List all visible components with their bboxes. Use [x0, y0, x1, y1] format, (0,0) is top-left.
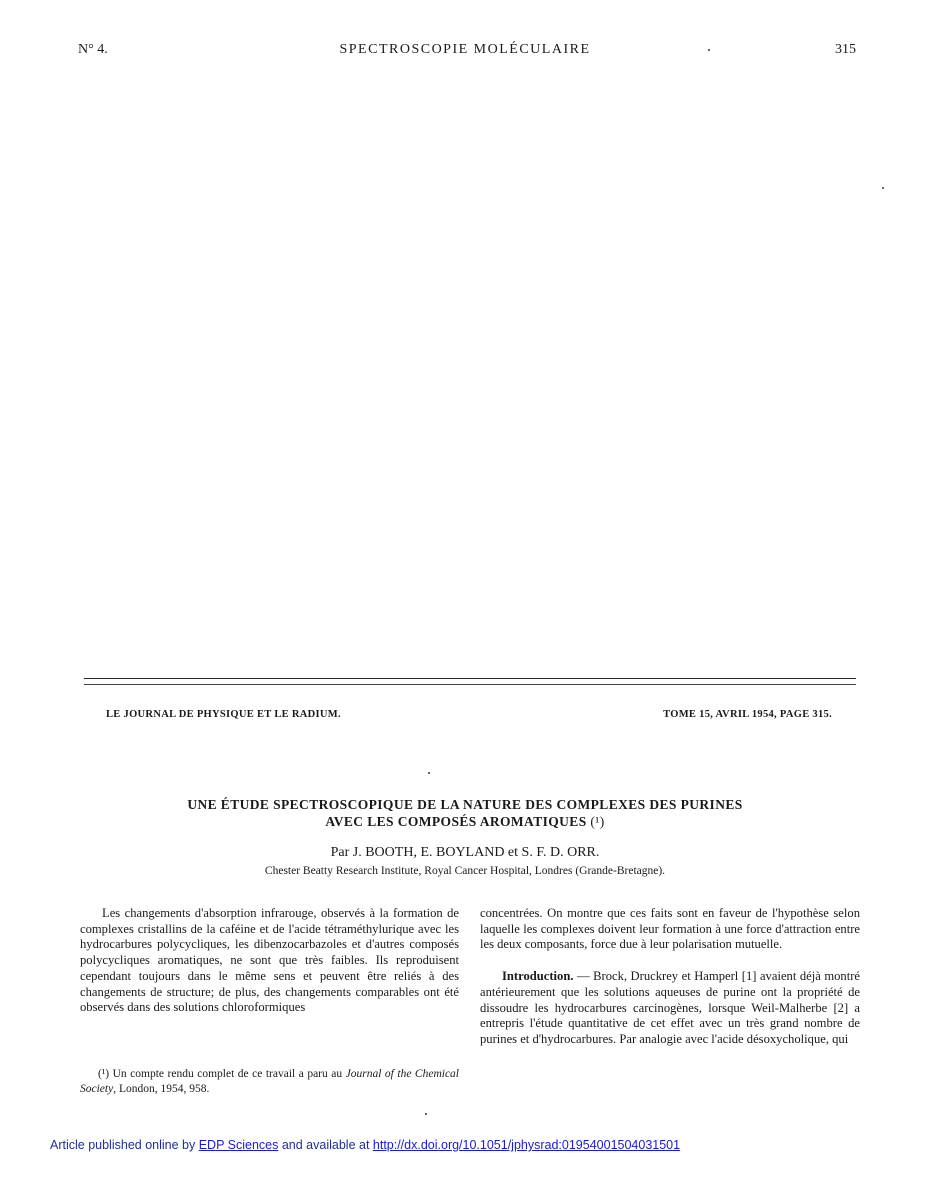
volume-info: TOME 15, AVRIL 1954, PAGE 315. [663, 709, 832, 720]
footnote-mark: (¹) [98, 1068, 110, 1080]
running-header-issue: N° 4. [78, 42, 108, 57]
footnote-text-after: , London, 1954, 958. [113, 1082, 210, 1095]
print-speck [425, 1113, 427, 1115]
footer-middle: and available at [278, 1138, 373, 1152]
print-speck [708, 49, 710, 51]
page-number: 315 [835, 42, 856, 57]
article-title-line-1: UNE ÉTUDE SPECTROSCOPIQUE DE LA NATURE DES COMPLEXES DES PURINES [187, 797, 743, 812]
journal-name: LE JOURNAL DE PHYSIQUE ET LE RADIUM. [106, 709, 341, 720]
introduction-text: — Brock, Druckrey et Hamperl [1] avaient déjà montré antérieurement que les solutions aqueuses de purine ont la propriété de dissoudre les hydrocarbures carcinogènes, lorsque Weil-Malherbe [2] a entrepris l'étude quantitative de cet effet avec un très grand nombre de purines et d'hydrocarbures. Par analogie avec l'acide désoxycholique, qui [480, 969, 860, 1046]
abstract-column-left [80, 906, 459, 1016]
publication-footer [50, 1138, 680, 1152]
article-title-line-2 [0, 813, 930, 830]
authors: Par J. BOOTH, E. BOYLAND et S. F. D. ORR. [330, 845, 600, 860]
article-title [0, 796, 930, 830]
introduction-heading: Introduction. [502, 969, 574, 984]
footnote-text-before: Un compte rendu complet de ce travail a paru au [109, 1068, 346, 1080]
print-speck [428, 772, 430, 774]
footnote-journal: Journal of the Chemical Society [80, 1068, 460, 1095]
affiliation: Chester Beatty Research Institute, Royal Cancer Hospital, Londres (Grande-Bretagne). [264, 865, 666, 877]
divider-rule-thin [84, 684, 856, 685]
introduction-paragraph [480, 969, 860, 1048]
footer-prefix: Article published online by [50, 1138, 199, 1152]
print-speck [882, 187, 884, 189]
abstract-paragraph-1: Les changements d'absorption infrarouge, observés à la formation de complexes cristallins de la caféine et de l'acide tétraméthylurique avec les hydrocarbures polycycliques, les dibenzocarbazoles et d'autres composés polycycliques aromatiques, ne sont que très faibles. Ils reproduisent cependant toujours dans le même sens et peuvent être reliés à des changements de structure; de plus, des changements comparables ont été observés dans des solutions chloroformiques [80, 906, 459, 1015]
body-column-right [480, 906, 860, 1048]
footnote [80, 1067, 459, 1096]
divider-rule-thick [84, 678, 856, 679]
publisher-link[interactable]: EDP Sciences [198, 1138, 279, 1152]
abstract-paragraph-2: concentrées. On montre que ces faits sont en faveur de l'hypothèse selon laquelle les complexes doivent leur formation à une force d'attraction entre les deux composants, force due à leur polarisation mutuelle. [480, 906, 860, 952]
title-footnote-mark: (¹) [590, 814, 605, 829]
running-header-title: SPECTROSCOPIE MOLÉCULAIRE [339, 42, 591, 57]
article-title-line-2-text: AVEC LES COMPOSÉS AROMATIQUES [325, 814, 587, 829]
doi-link[interactable]: http://dx.doi.org/10.1051/jphysrad:01954001504031501 [372, 1138, 681, 1152]
